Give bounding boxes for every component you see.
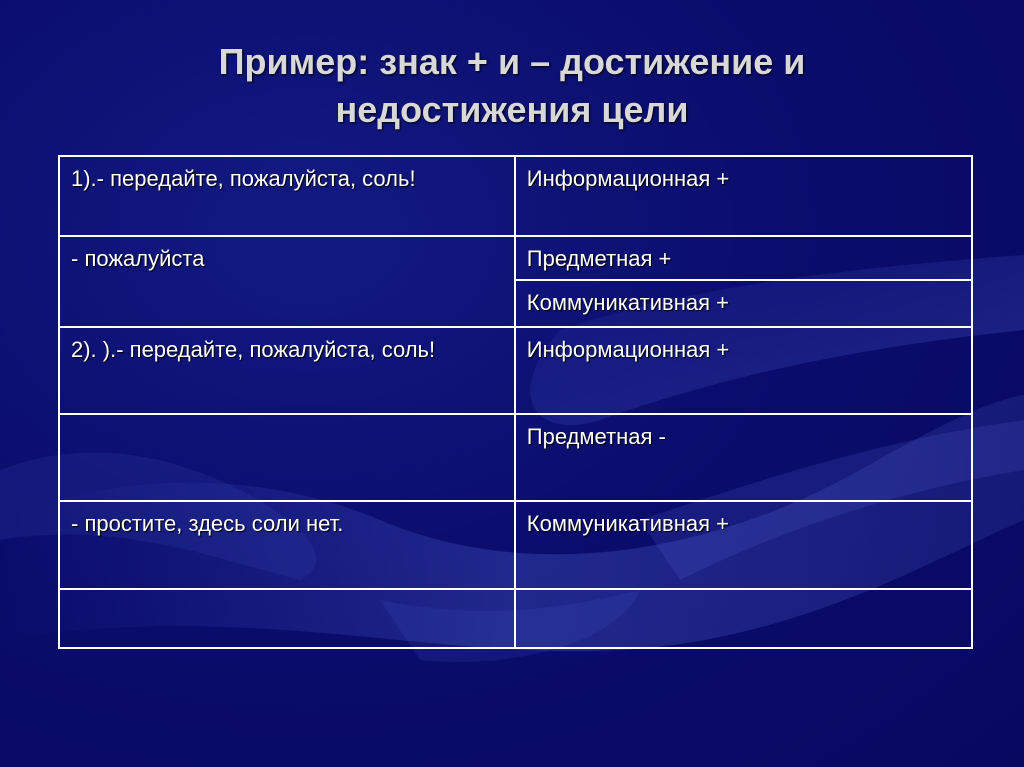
table-cell-phrase [59,414,515,501]
table-cell-function: Информационная + [515,156,972,236]
table-cell-function: Коммуникативная + [515,280,972,327]
table-row [59,327,972,414]
slide-title-line-2: недостижения цели [335,89,689,130]
table-cell-function: Предметная + [515,236,972,280]
table-cell-phrase: - простите, здесь соли нет. [59,501,515,589]
slide-title-line-1: Пример: знак + и – достижение и [218,41,806,82]
table-cell-phrase: 2). ).- передайте, пожалуйста, соль! [59,327,515,414]
table-row [59,156,972,236]
table-row [59,501,972,589]
slide-title [0,38,1024,134]
table-cell-function: Информационная + [515,327,972,414]
table-cell-function: Коммуникативная + [515,501,972,589]
table-cell-function [515,589,972,648]
comparison-table [58,155,973,649]
table-cell-phrase [59,589,515,648]
table-row [59,414,972,501]
table-cell-function: Предметная - [515,414,972,501]
table-cell-phrase: 1).- передайте, пожалуйста, соль! [59,156,515,236]
table-cell-phrase: - пожалуйста [59,236,515,327]
table-row [59,236,972,280]
table-row [59,589,972,648]
